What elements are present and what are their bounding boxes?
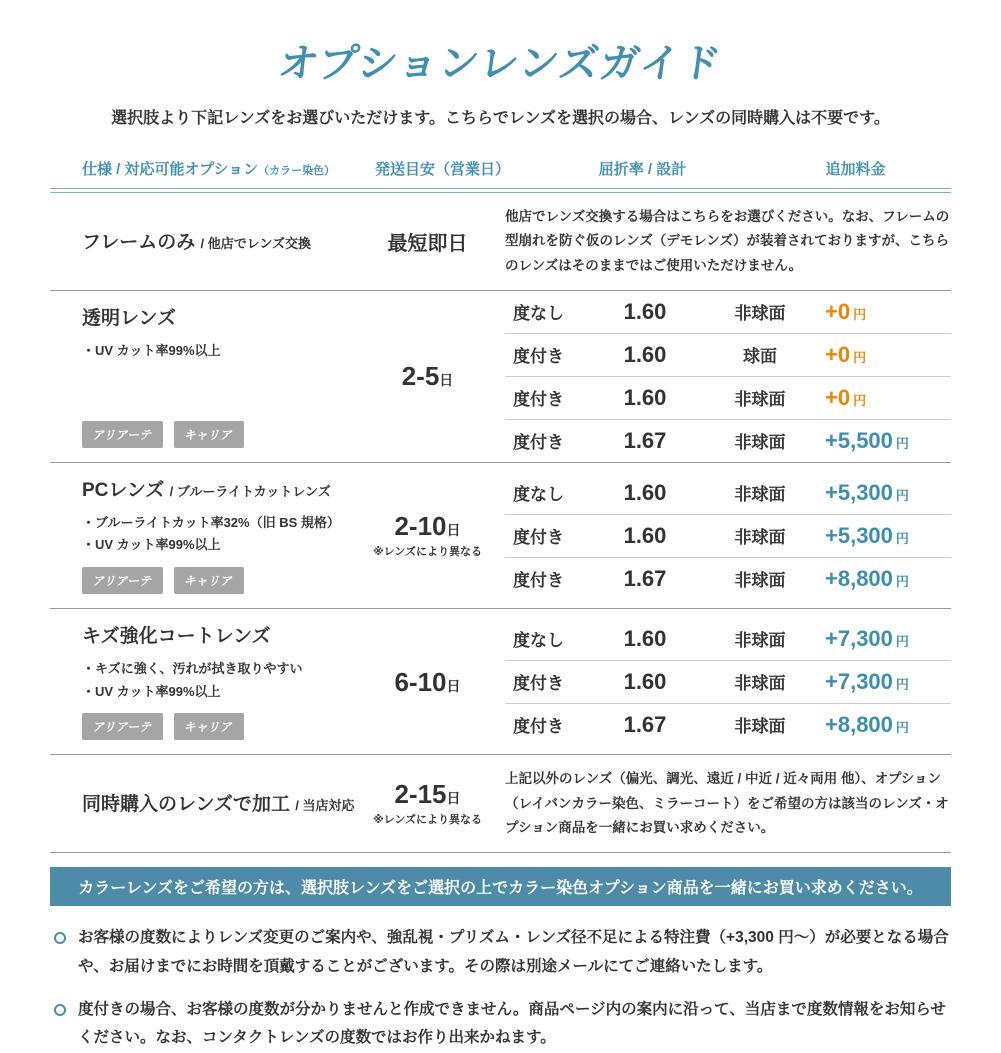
lens-option-row [505,419,951,462]
price-value: +8,800 [825,565,893,591]
lens-option-row [505,557,951,600]
option-refractive-index: 1.60 [623,625,667,651]
lens-option-row [505,333,951,376]
row-note: 上記以外のレンズ（偏光、調光、遠近 / 中近 / 近々両用 他）、オプション（レイバンカラー染色、ミラーコート）をご希望の方は該当のレンズ・オプション商品を一緒にお買い求めください。 [505,771,949,835]
column-header-shipping: 発送目安（営業日） [374,161,510,178]
lens-option-row [505,291,951,333]
price-unit: 円 [853,392,867,408]
shipping-day-unit: 日 [446,521,461,538]
lens-option-row [505,618,951,660]
price-value: +0 [825,341,851,367]
shipping-cell [370,291,485,462]
spec-cell [50,291,370,462]
table-row-simultaneous-purchase [50,755,951,853]
lens-option-row [505,514,951,557]
option-price [825,299,951,325]
badge-career: キャリア [174,421,244,448]
shipping-cell [370,193,485,290]
option-power: 度付き [513,390,564,410]
shipping-estimate: 最短即日 [387,232,468,255]
table-row-scratch-coat-lens [50,609,951,755]
lens-option-row [505,472,951,514]
option-refractive-index: 1.60 [623,668,667,694]
price-unit: 円 [853,349,867,365]
option-power: 度付き [513,528,564,548]
lens-name [82,793,370,817]
shipping-day-unit: 日 [446,789,461,806]
price-value: +5,300 [825,479,893,505]
color-option-badges [82,411,370,448]
lens-feature: ・UV カット率99%以上 [82,342,221,358]
price-unit: 円 [853,306,867,322]
option-refractive-index: 1.67 [623,711,667,737]
option-design: 非球面 [734,631,786,651]
lens-options-list [505,463,951,608]
lens-features [82,340,370,363]
lens-option-row [505,376,951,419]
option-design: 非球面 [734,304,786,324]
shipping-estimate [401,361,454,392]
badge-career: キャリア [174,713,244,740]
spec-cell [50,755,370,852]
option-refractive-index: 1.60 [623,479,667,505]
option-refractive-index: 1.67 [623,427,667,453]
option-power: 度付き [513,347,564,367]
shipping-day-unit: 日 [439,372,454,389]
badge-ariate: アリアーテ [82,421,163,448]
option-design: 非球面 [734,485,786,505]
shipping-cell [370,609,485,754]
shipping-days: 2-15 [394,778,447,809]
lens-options-list [505,291,951,462]
option-price [825,523,951,549]
lens-feature: ・ブルーライトカット率32%（旧 BS 規格） [82,514,340,530]
spec-cell [50,193,370,290]
shipping-cell [370,463,485,608]
lens-name-main: PCレンズ [82,479,165,501]
option-price [825,342,951,368]
option-design: 非球面 [734,528,786,548]
price-unit: 円 [895,633,909,649]
column-header-extra-charge: 追加料金 [825,161,886,178]
shipping-days: 6-10 [394,666,447,697]
lens-option-row [505,703,951,746]
shipping-estimate [394,666,461,697]
lens-feature: ・キズに強く、汚れが拭き取りやすい [82,660,303,676]
option-power: 度なし [513,304,564,324]
lens-name-main: フレームのみ [82,231,196,253]
price-value: +0 [825,298,851,324]
price-unit: 円 [895,530,909,546]
price-unit: 円 [895,435,909,451]
color-option-badges [82,703,370,740]
row-note: 他店でレンズ交換する場合はこちらをお選びください。なお、フレームの型崩れを防ぐ仮のレンズ（デモレンズ）が装着されておりますが、こちらのレンズはそのままではご使用いただけません。 [505,209,950,273]
option-price [825,566,951,592]
option-refractive-index: 1.60 [623,298,667,324]
price-unit: 円 [895,676,909,692]
lens-feature: ・UV カット率99%以上 [82,683,221,699]
lens-name: 透明レンズ [82,307,176,329]
column-header-index-design: 屈折率 / 設計 [598,161,687,178]
option-price [825,712,951,738]
option-price [825,669,951,695]
option-power: 度なし [513,485,564,505]
footnote-text: お客様の度数によりレンズ変更のご案内や、強乱視・プリズム・レンズ径不足による特注費（+3,300 円〜）が必要となる場合や、お届けまでにお時間を頂戴することがございます。その際は別途メールにてご連絡いたします。 [78,929,949,975]
page-title: オプションレンズガイド [275,42,725,86]
footnote-text: 度付きの場合、お客様の度数が分かりませんと作成できません。商品ページ内の案内に沿って、当店まで度数情報をお知らせください。なお、コンタクトレンズの度数ではお作り出来かねます。 [78,1000,946,1047]
option-price [825,626,951,652]
spec-cell [50,463,370,608]
price-value: +5,300 [825,522,893,548]
table-header-row [50,158,951,188]
price-unit: 円 [895,573,909,589]
price-value: +5,500 [825,427,893,453]
option-design: 非球面 [734,390,786,410]
option-power: 度付き [513,674,564,694]
color-option-badges [82,557,370,594]
option-refractive-index: 1.60 [623,522,667,548]
badge-ariate: アリアーテ [82,567,163,594]
shipping-note: ※レンズにより異なる [372,813,483,826]
price-unit: 円 [895,487,909,503]
option-power: 度付き [513,433,564,453]
ring-bullet-icon [54,932,66,944]
shipping-note: ※レンズにより異なる [372,545,483,558]
option-power: 度付き [513,717,564,737]
lens-name [82,231,370,255]
option-price [825,385,951,411]
option-refractive-index: 1.60 [623,384,667,410]
table-row-clear-lens [50,291,951,463]
lens-name-main: 同時購入のレンズで加工 [82,793,290,815]
option-design: 球面 [743,347,777,367]
table-row-frame-only [50,193,951,291]
price-value: +7,300 [825,625,893,651]
lens-name [82,479,370,503]
column-header-spec [50,158,360,179]
shipping-cell [370,755,485,852]
price-value: +0 [825,384,851,410]
lens-feature: ・UV カット率99%以上 [82,537,221,553]
price-unit: 円 [895,719,909,735]
option-design: 非球面 [734,674,786,694]
footnotes [50,924,951,1053]
option-power: 度付き [513,571,564,591]
option-price [825,480,951,506]
ring-bullet-icon [54,1004,66,1016]
lens-options-list [505,609,951,754]
badge-ariate: アリアーテ [82,713,163,740]
shipping-days: 2-5 [401,361,440,392]
price-value: +8,800 [825,711,893,737]
spec-cell [50,609,370,754]
price-value: +7,300 [825,668,893,694]
shipping-estimate [394,510,461,541]
shipping-day-unit: 日 [446,677,461,694]
table-row-pc-lens [50,463,951,609]
badge-career: キャリア [174,567,244,594]
option-refractive-index: 1.60 [623,341,667,367]
option-refractive-index: 1.67 [623,565,667,591]
lens-features [82,512,370,558]
column-header-spec-label: 仕様 / 対応可能オプション [82,161,259,178]
footnote-item [54,924,951,981]
page-subtitle: 選択肢より下記レンズをお選びいただけます。こちらでレンズを選択の場合、レンズの同時購入は不要です。 [111,110,890,127]
option-design: 非球面 [734,433,786,453]
option-power: 度なし [513,631,564,651]
lens-name: キズ強化コートレンズ [82,626,271,648]
footnote-item [54,996,951,1053]
shipping-estimate [394,778,461,809]
column-header-spec-note: （カラー染色） [258,165,336,177]
lens-name-suffix: / ブルーライトカットレンズ [169,483,331,499]
option-design: 非球面 [734,717,786,737]
lens-option-row [505,660,951,703]
lens-name-suffix: / 他店でレンズ交換 [200,235,312,251]
lens-name-suffix: / 当店対応 [295,797,355,813]
option-price [825,428,951,454]
lens-features [82,658,370,704]
color-lens-banner: カラーレンズをご希望の方は、選択肢レンズをご選択の上でカラー染色オプション商品を一緒にお買い求めください。 [50,867,951,906]
option-design: 非球面 [734,571,786,591]
shipping-days: 2-10 [394,510,447,541]
